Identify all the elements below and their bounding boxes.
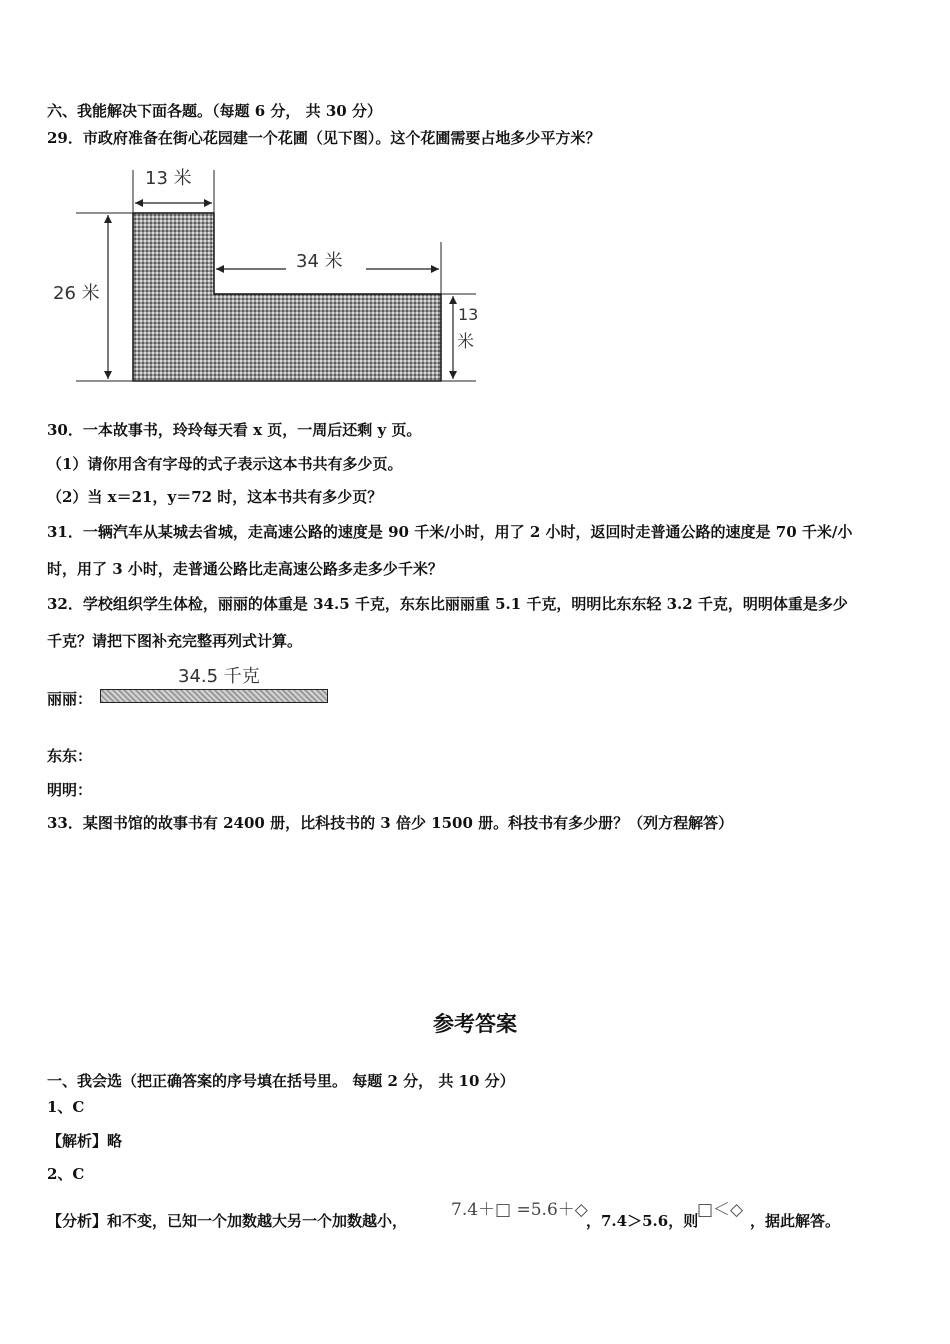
question-32-line1: 32．学校组织学生体检，丽丽的体重是 34.5 千克，东东比丽丽重 5.1 千克，明明比东东轻 3.2 千克，明明体重是多少	[47, 595, 848, 613]
garden-figure	[50, 162, 490, 394]
answer-2-analysis: 【分析】和不变，已知一个加数越大另一个加数越小，	[47, 1212, 408, 1230]
question-33: 33．某图书馆的故事书有 2400 册，比科技书的 3 倍少 1500 册。科技书有多少册？（列方程解答）	[47, 814, 734, 832]
arrowhead	[431, 265, 439, 273]
answer-2-mid: ，7.4＞5.6，则	[586, 1212, 699, 1230]
answer-2: 2、C	[47, 1165, 85, 1183]
answer-1: 1、C	[47, 1098, 85, 1116]
arrowhead	[104, 215, 112, 223]
garden-shape	[133, 213, 441, 381]
question-30-part1: （1）请你用含有字母的式子表示这本书共有多少页。	[47, 455, 403, 473]
answer-1-analysis: 【解析】略	[47, 1132, 123, 1150]
question-29: 29．市政府准备在街心花园建一个花圃（见下图）。这个花圃需要占地多少平方米？	[47, 129, 601, 147]
question-30-part2: （2）当 x＝21，y＝72 时，这本书共有多少页？	[47, 488, 383, 506]
answers-section-heading: 一、我会选（把正确答案的序号填在括号里。 每题 2 分， 共 10 分）	[47, 1072, 515, 1090]
answers-title: 参考答案	[433, 1011, 517, 1036]
lili-bar	[100, 689, 328, 703]
height-label: 26 米	[53, 283, 100, 304]
top-width-label: 13 米	[145, 168, 192, 189]
arrowhead	[104, 371, 112, 379]
answer-2-formula: 7.4＋□ =5.6＋◇	[451, 1200, 588, 1220]
question-31-line2: 时，用了 3 小时，走普通公路比走高速公路多走多少千米？	[47, 560, 443, 578]
section-heading: 六、我能解决下面各题。（每题 6 分， 共 30 分）	[47, 102, 382, 120]
arrowhead	[135, 199, 143, 207]
right-height-label: 13	[458, 305, 479, 324]
arrowhead	[204, 199, 212, 207]
answer-2-suffix: ，据此解答。	[750, 1212, 841, 1230]
bar-value-label: 34.5 千克	[178, 666, 260, 687]
arrowhead	[449, 371, 457, 379]
question-31-line1: 31．一辆汽车从某城去省城，走高速公路的速度是 90 千米/小时，用了 2 小时，返回时走普通公路的速度是 70 千米/小	[47, 523, 853, 541]
arrowhead	[216, 265, 224, 273]
question-30: 30．一本故事书，玲玲每天看 x 页，一周后还剩 y 页。	[47, 421, 422, 439]
right-height-unit: 米	[457, 332, 474, 352]
arrowhead	[449, 296, 457, 304]
dongdong-label: 东东：	[47, 747, 93, 765]
mingming-label: 明明：	[47, 781, 93, 799]
question-32-line2: 千克？请把下图补充完整再列式计算。	[47, 632, 303, 650]
answer-2-formula2: □＜◇	[697, 1200, 744, 1220]
lili-label: 丽丽：	[47, 690, 93, 708]
bottom-length-label: 34 米	[296, 251, 343, 272]
